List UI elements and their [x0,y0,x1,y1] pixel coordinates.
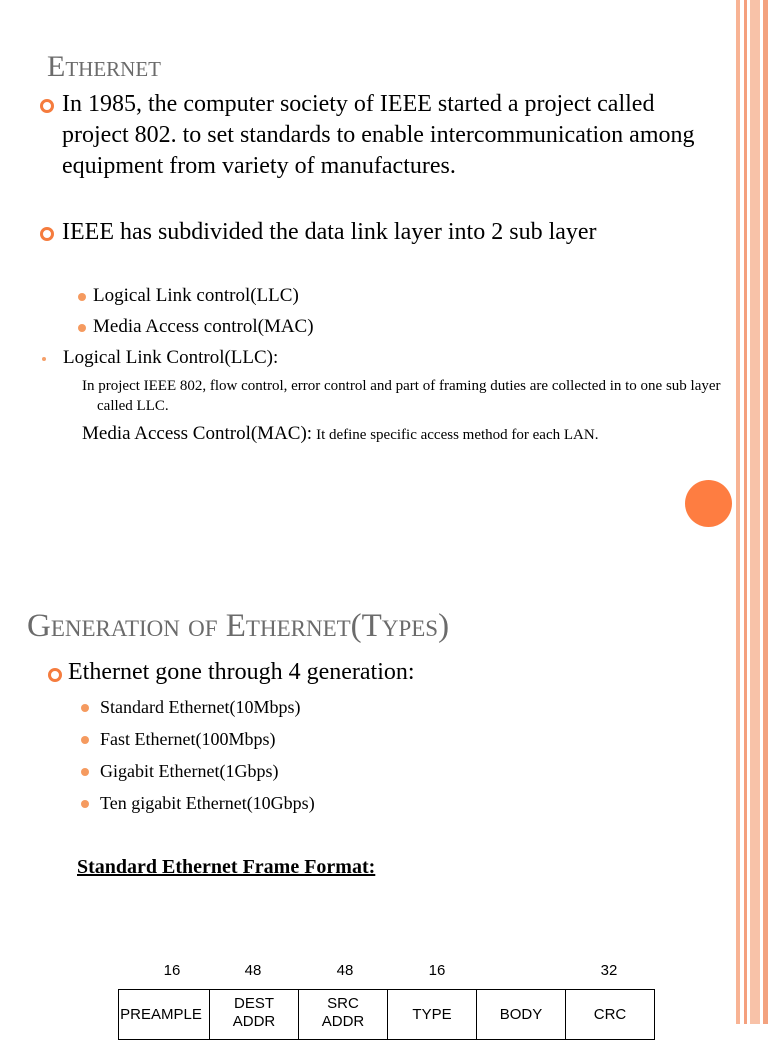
frame-field-label: TYPE [412,1005,452,1023]
sub-bullet-llc: Logical Link control(LLC) [93,285,299,306]
frame-format-table [118,989,655,1040]
decor-stripe [744,0,747,1024]
frame-format-heading: Standard Ethernet Frame Format: [77,856,376,878]
decor-circle [685,480,732,527]
sub-bullet-mac: Media Access control(MAC) [93,316,314,337]
frame-field [566,990,655,1040]
generation-item: Standard Ethernet(10Mbps) [100,697,301,717]
table-row [119,990,655,1040]
frame-field-label: CRC [593,1005,627,1023]
bullet-ring-icon [48,668,62,682]
bullet-ieee-802: In 1985, the computer society of IEEE started a project called project 802. to set standards to enable intercommunication among equipment from variety of manufactures. [62,91,695,179]
generation-item: Ten gigabit Ethernet(10Gbps) [100,793,315,813]
bullet-dot-icon [81,800,89,808]
frame-bits: 16 [163,962,181,979]
generation-item: Fast Ethernet(100Mbps) [100,729,276,749]
frame-field [210,990,299,1040]
frame-bits: 48 [336,962,354,979]
llc-heading: Logical Link Control(LLC): [63,347,279,368]
bullet-dot-icon [81,736,89,744]
section-title-ethernet: Ethernet [47,50,161,83]
frame-field-label: PREAMPLE [120,1005,202,1023]
bullet-dot-icon [78,324,86,332]
bullet-dot-icon [81,768,89,776]
llc-description: In project IEEE 802, flow control, error control and part of framing duties are collected in to one sub layer called LLC. [82,378,721,414]
mac-description: It define specific access method for each LAN. [316,427,599,443]
section-title-generations: Generation of Ethernet(Types) [27,608,450,644]
frame-field-label: DEST ADDR [232,995,276,1030]
bullet-dot-icon [81,704,89,712]
frame-field [119,990,210,1040]
decor-stripe [736,0,740,1024]
bullet-generations: Ethernet gone through 4 generation: [68,659,415,685]
frame-bits: 16 [428,962,446,979]
frame-bits: 32 [600,962,618,979]
mac-heading: Media Access Control(MAC): [82,423,313,444]
mac-block [82,424,705,445]
frame-bits: 48 [244,962,262,979]
frame-field-label: BODY [499,1005,543,1023]
frame-field [477,990,566,1040]
bullet-ring-icon [40,227,54,241]
generation-item: Gigabit Ethernet(1Gbps) [100,761,279,781]
frame-field-label: SRC ADDR [321,995,365,1030]
decor-stripe [750,0,760,1024]
bullet-ring-icon [40,99,54,113]
bullet-sub-layers: IEEE has subdivided the data link layer into 2 sub layer [62,219,597,245]
decor-stripe [763,0,768,1024]
frame-field [388,990,477,1040]
bullet-dot-icon [78,293,86,301]
bullet-dot-icon [42,357,46,361]
frame-field [299,990,388,1040]
